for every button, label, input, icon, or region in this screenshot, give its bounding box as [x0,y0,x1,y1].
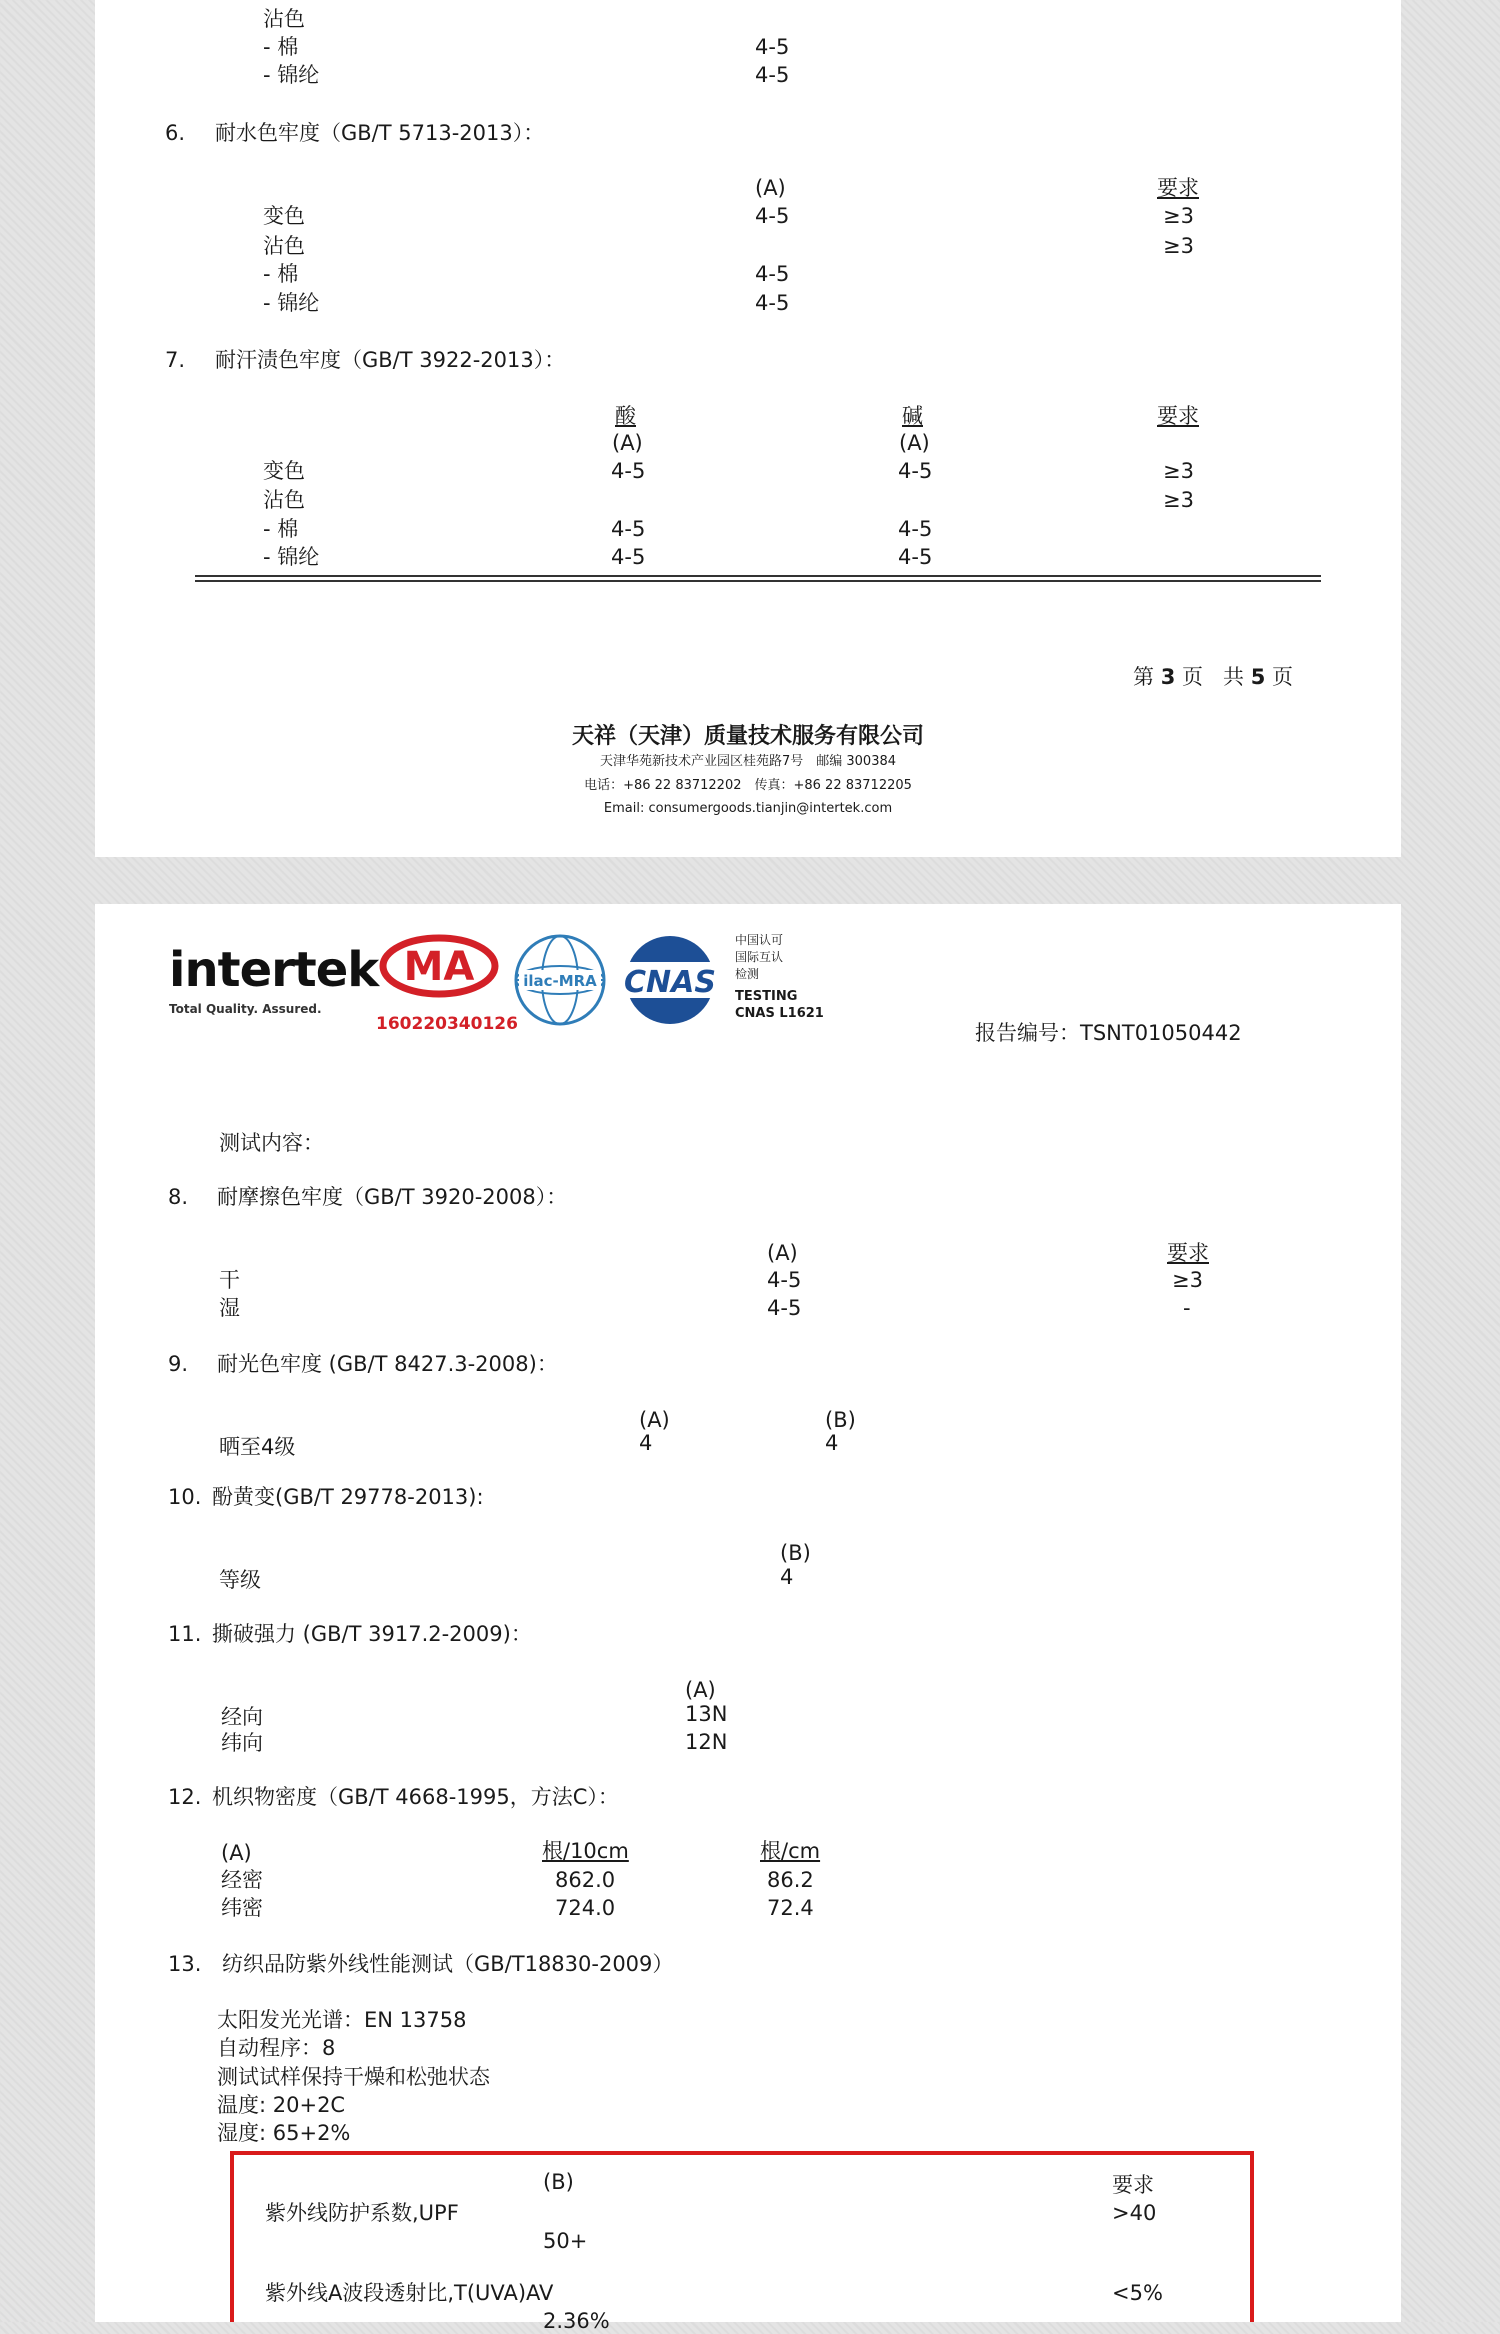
uva-value: 2.36% [543,2309,610,2333]
table-cell: 4 [780,1565,794,1589]
table-cell: 862.0 [555,1868,616,1892]
section-13-number: 13. [168,1952,202,1976]
table-row-label: 干 [219,1268,240,1292]
table-cell: 724.0 [555,1896,616,1920]
col-b-header: (B) [543,2170,574,2194]
table-row-label: 纬向 [221,1731,263,1755]
section-7-number: 7. [165,348,186,372]
table-row-label: 变色 [263,459,305,483]
table-row-label: - 锦纶 [263,545,320,569]
col-acid-header: 酸 [615,404,636,428]
table-row-label: 经向 [221,1705,263,1729]
table-cell: 4 [825,1431,839,1455]
col-req-header: 要求 [1167,1241,1209,1265]
table-row-label: - 棉 [263,262,299,286]
col-b-header: (B) [780,1541,811,1565]
report-page-3 [95,0,1401,857]
table-row-label: - 锦纶 [263,291,320,315]
section-12-number: 12. [168,1785,202,1809]
table-cell: 4-5 [611,517,646,541]
svg-text:CNAS: CNAS [624,965,716,1000]
section-12-title: 机织物密度（GB/T 4668-1995，方法C）： [212,1785,619,1809]
col-a-header: (A) [685,1678,716,1702]
cnas-logo [615,932,725,1028]
ma-number: 160220340126 [376,1014,518,1034]
report-number: 报告编号：TSNT01050442 [975,1021,1242,1045]
report-page-4 [95,904,1401,2333]
table-cell: 4-5 [611,545,646,569]
test-param: 测试试样保持干燥和松弛状态 [217,2065,490,2089]
col-a-header: (A) [899,431,930,455]
table-cell: 86.2 [767,1868,814,1892]
test-content-label: 测试内容： [219,1131,324,1155]
table-row-label: 沾色 [263,234,305,258]
col-req-header: 要求 [1112,2173,1154,2197]
table-cell: 4-5 [898,459,933,483]
table-cell-req: ≥3 [1172,1268,1203,1292]
table-cell: 4-5 [755,262,790,286]
section-9-title: 耐光色牢度 (GB/T 8427.3-2008)： [217,1352,558,1376]
table-row-label: 沾色 [263,488,305,512]
col-a-header: (A) [639,1408,670,1432]
section-8-title: 耐摩擦色牢度（GB/T 3920-2008）： [217,1185,568,1209]
col-10cm-header: 根/10cm [542,1839,629,1863]
company-phone: 电话：+86 22 83712202 传真：+86 22 83712205 [584,778,912,793]
upf-label: 紫外线防护系数,UPF [265,2201,459,2225]
col-cm-header: 根/cm [760,1839,821,1863]
cnas-en-2: CNAS L1621 [735,1006,824,1021]
ma-logo [378,934,500,1006]
ma-seal-icon [378,934,500,998]
table-cell: 4-5 [755,291,790,315]
svg-text:MA: MA [403,944,475,990]
section-11-number: 11. [168,1622,202,1646]
table-cell: 72.4 [767,1896,814,1920]
page-number: 第 3 页 共 5 页 [1133,665,1294,689]
table-cell: 4-5 [611,459,646,483]
upf-requirement: >40 [1112,2201,1157,2225]
test-param: 太阳发光光谱：EN 13758 [217,2008,467,2032]
section-10-number: 10. [168,1485,202,1509]
table-cell: 4-5 [898,545,933,569]
table-cell: 4-5 [767,1296,802,1320]
stain-label: 沾色 [263,7,305,31]
company-name: 天祥（天津）质量技术服务有限公司 [571,724,924,749]
table-cell: 4-5 [898,517,933,541]
table-end-rule [195,580,1321,582]
col-a-header: (A) [767,1241,798,1265]
upf-value: 50+ [543,2229,588,2253]
test-param: 温度: 20+2C [217,2093,346,2117]
company-address: 天津华苑新技术产业园区桂苑路7号 邮编 300384 [599,754,897,769]
table-cell-req: ≥3 [1163,204,1194,228]
col-a-header: (A) [612,431,643,455]
table-row-label: 经密 [221,1868,263,1892]
uva-requirement: <5% [1112,2281,1163,2305]
table-row-label: 纬密 [221,1896,263,1920]
section-6-number: 6. [165,121,186,145]
col-a-header: (A) [755,176,786,200]
section-7-title: 耐汗渍色牢度（GB/T 3922-2013）： [215,348,566,372]
uva-label: 紫外线A波段透射比,T(UVA)AV [265,2281,554,2305]
section-13-title: 纺织品防紫外线性能测试（GB/T18830-2009） [222,1952,674,1976]
section-6-title: 耐水色牢度（GB/T 5713-2013）： [215,121,545,145]
ilac-mra-logo [513,930,607,1030]
table-cell: 4-5 [755,204,790,228]
test-param: 自动程序：8 [217,2036,336,2060]
table-row-label: 变色 [263,204,305,228]
section-9-number: 9. [168,1352,189,1376]
table-cell-req: - [1183,1296,1191,1320]
table-row-label: - 棉 [263,517,299,541]
section-11-title: 撕破强力 (GB/T 3917.2-2009)： [212,1622,532,1646]
company-email: Email: consumergoods.tianjin@intertek.com [603,801,893,816]
section-10-title: 酚黄变(GB/T 29778-2013): [212,1485,484,1509]
table-cell-req: ≥3 [1163,459,1194,483]
table-cell-req: ≥3 [1163,234,1194,258]
table-cell: 12N [685,1730,728,1754]
cnas-seal-icon [615,932,725,1028]
nylon-label: - 锦纶 [263,63,320,87]
table-cell: 4 [639,1431,653,1455]
table-cell: 13N [685,1702,728,1726]
nylon-value: 4-5 [755,63,790,87]
col-req-header: 要求 [1157,176,1199,200]
cotton-value: 4-5 [755,35,790,59]
test-param: 湿度: 65+2% [217,2121,351,2145]
col-a-header: (A) [221,1841,252,1865]
table-row-label: 等级 [219,1568,261,1592]
col-b-header: (B) [825,1408,856,1432]
cnas-cn-2: 国际互认 [735,950,784,964]
col-req-header: 要求 [1157,404,1199,428]
cnas-en-1: TESTING [735,989,798,1004]
cotton-label: - 棉 [263,35,299,59]
table-cell: 4-5 [767,1268,802,1292]
globe-icon [513,930,607,1030]
table-end-rule [195,575,1321,577]
intertek-logo: intertek Total Quality. Assured. [169,942,379,1016]
section-8-number: 8. [168,1185,189,1209]
svg-text:ilac-MRA: ilac-MRA [523,972,597,990]
table-row-label: 湿 [219,1296,240,1320]
col-alkali-header: 碱 [902,404,923,428]
table-cell-req: ≥3 [1163,488,1194,512]
table-row-label: 晒至4级 [219,1435,296,1459]
cnas-cn-1: 中国认可 [735,933,784,947]
cnas-cn-3: 检测 [735,967,760,981]
